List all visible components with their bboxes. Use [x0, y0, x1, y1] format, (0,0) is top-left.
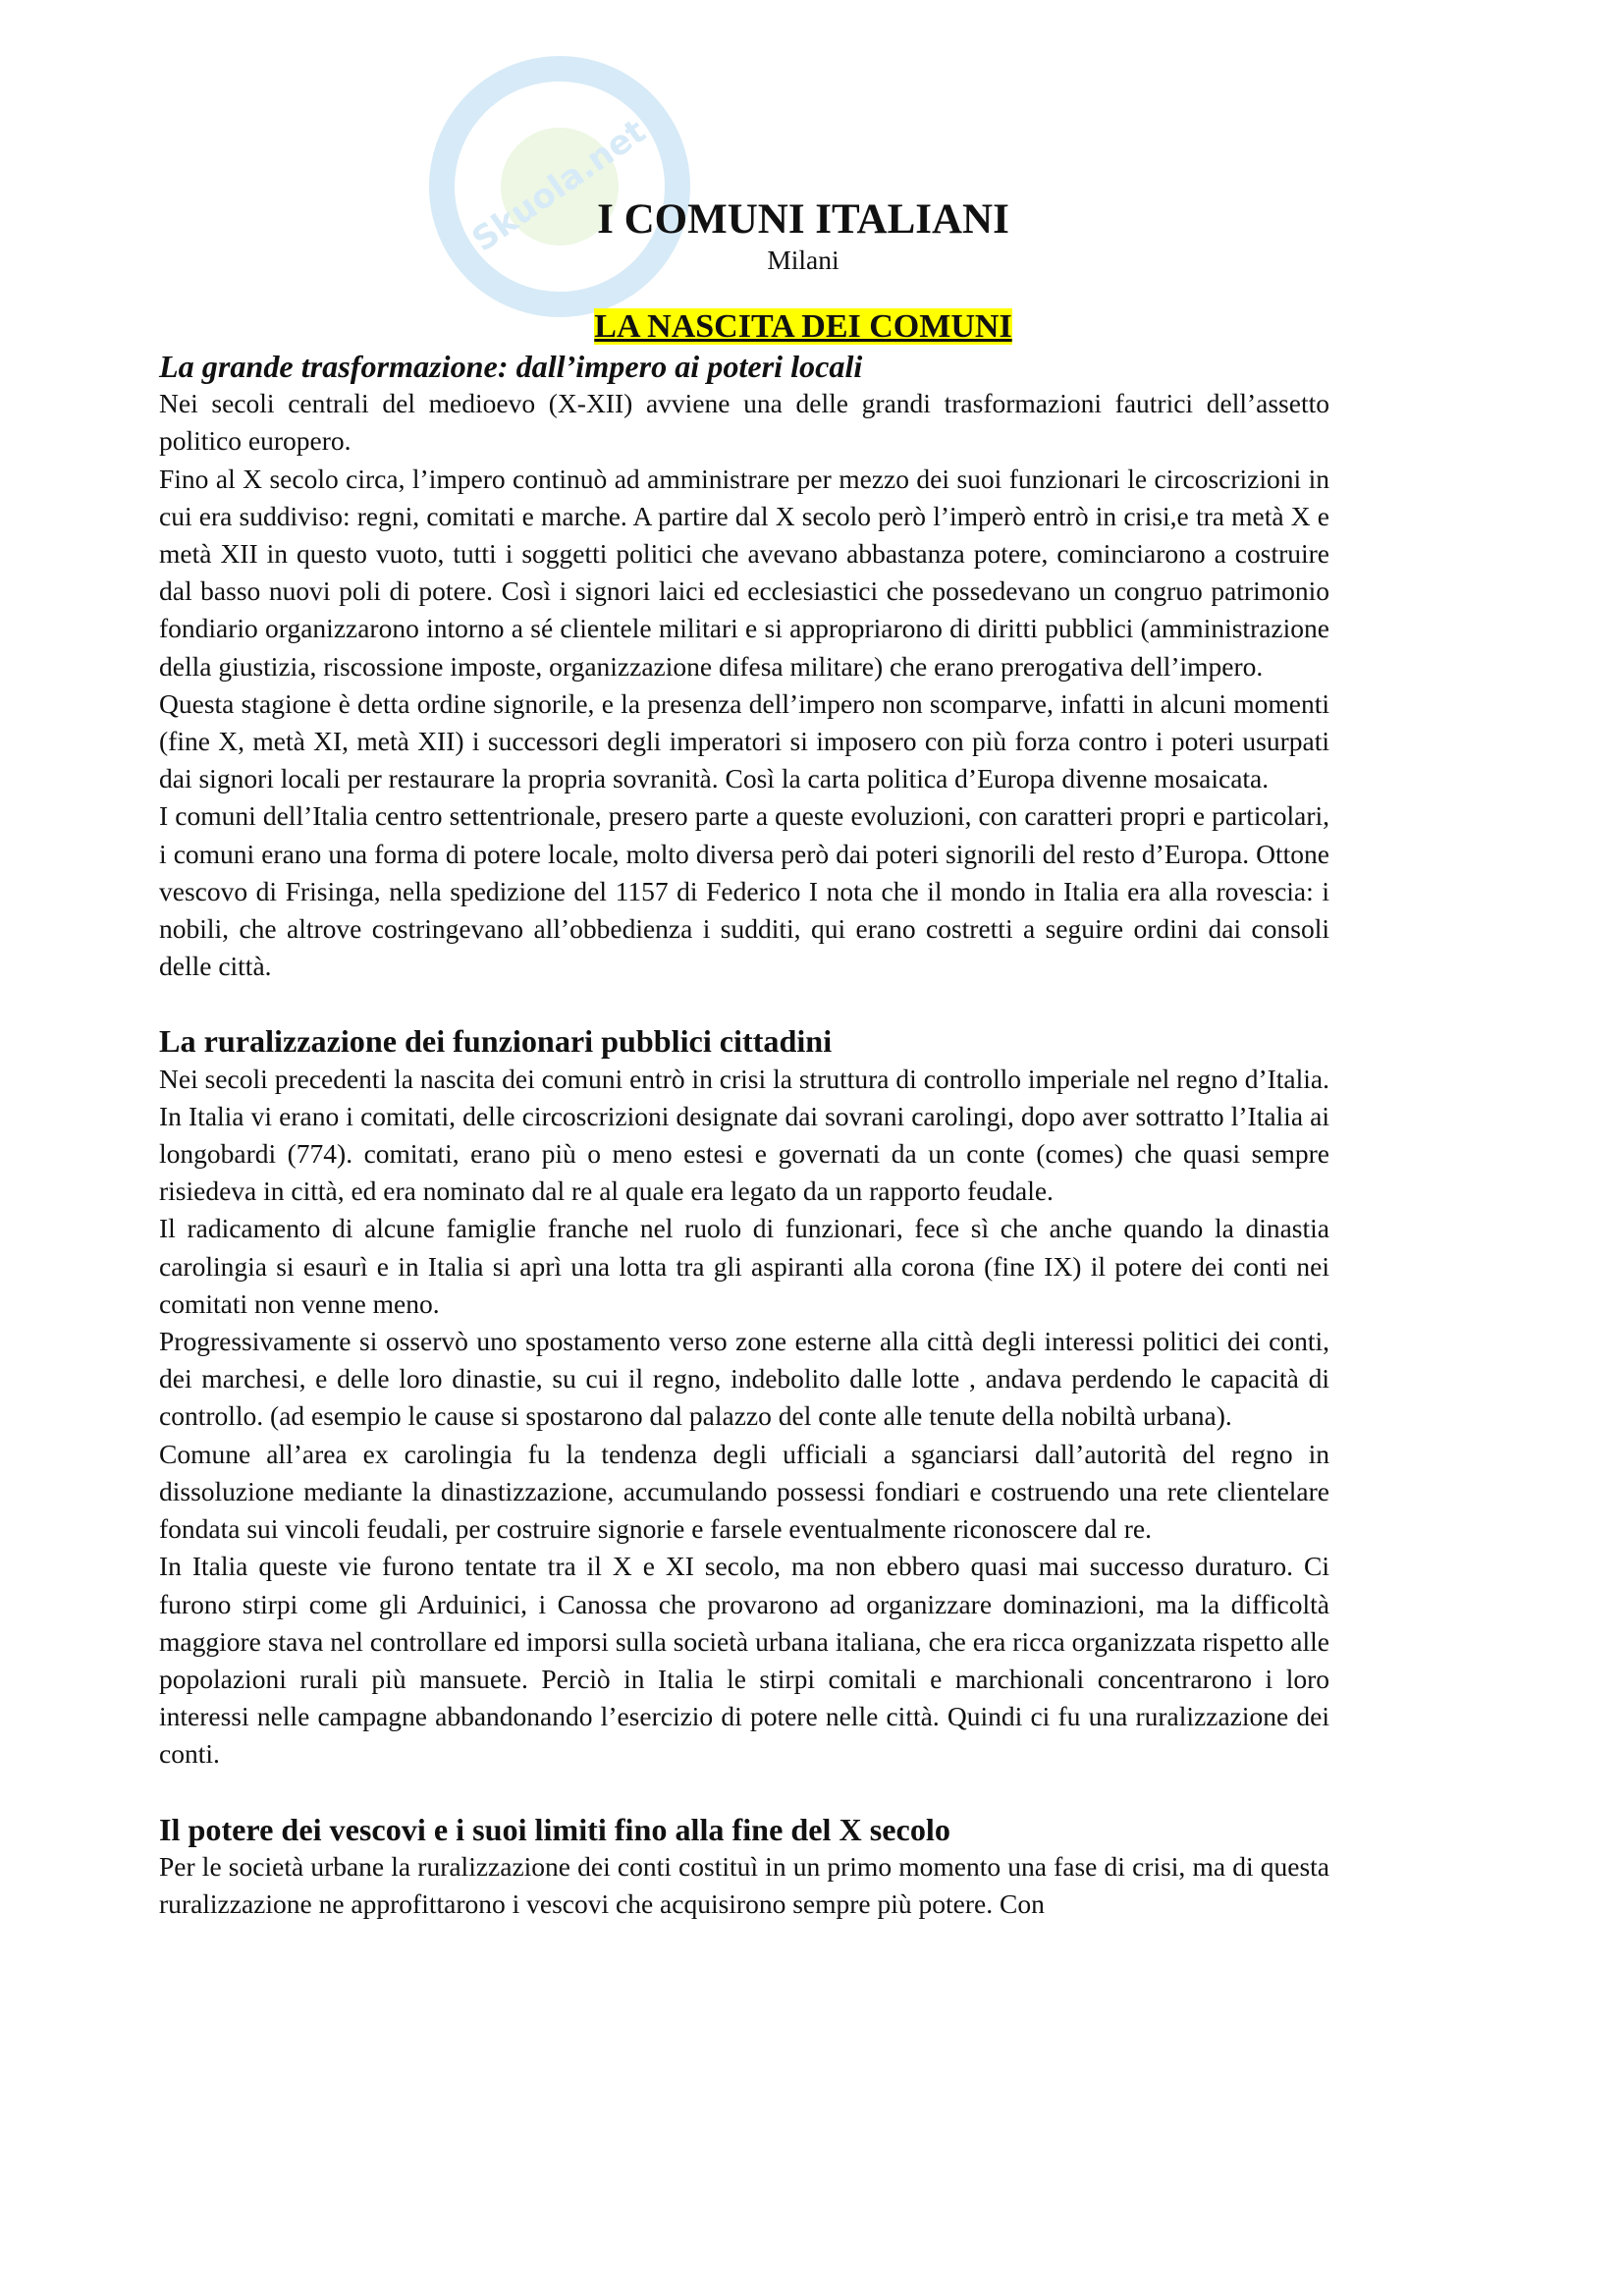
document-title: I COMUNI ITALIANI [597, 196, 1009, 243]
paragraph: Questa stagione è detta ordine signorile, e la presenza dell’impero non scomparve, infatti in alcuni momenti (fine X, metà XI, metà XII) i successori degli imperatori si imposero con più forza contro i poteri usurpati dai signori locali per restaurare la propria sovranità. Così la carta politica d’Europa divenne mosaicata. [159, 687, 1329, 794]
paragraph: In Italia queste vie furono tentate tra il X e XI secolo, ma non ebbero quasi mai successo duraturo. Ci furono stirpi come gli Arduinici, i Canossa che provarono ad organizzare dominazioni, ma la difficoltà maggiore stava nel controllare ed imporsi sulla società urbana italiana, che era ricca organizzata rispetto alle popolazioni rurali più mansuete. Perciò in Italia le stirpi comitali e marchionali concentrarono i loro interessi nelle campagne abbandonando l’esercizio di potere nelle città. Quindi ci fu una ruralizzazione dei conti. [159, 1551, 1329, 1770]
section-heading [159, 306, 1329, 348]
paragraph: I comuni dell’Italia centro settentrionale, presero parte a queste evoluzioni, con caratteri propri e particolari, i comuni erano una forma di potere locale, molto diversa però dai poteri signorili del resto d’Europa. Ottone vescovo di Frisinga, nella spedizione del 1157 di Federico I nota che il mondo in Italia era alla rovescia: i nobili, che altrove costringevano all’obbedienza i sudditi, qui erano costretti a seguire ordini dai consoli delle città. [159, 800, 1329, 982]
document-page [159, 196, 1329, 1923]
paragraph: Comune all’area ex carolingia fu la tendenza degli ufficiali a sganciarsi dall’autorità del regno in dissoluzione mediante la dinastizzazione, accumulando possessi fondiari e costruendo una rete clientelare fondata sui vincoli feudali, per costruire signorie e farsele eventualmente riconoscere dal re. [159, 1438, 1329, 1545]
subsection-heading: La ruralizzazione dei funzionari pubblici cittadini [159, 1023, 833, 1060]
document-author: Milani [767, 245, 839, 275]
spacer [159, 985, 1329, 1022]
paragraph: Progressivamente si osservò uno spostamento verso zone esterne alla città degli interessi politici dei conti, dei marchesi, e delle loro dinastie, su cui il regno, indebolito dalle lotte , andava perdendo le capacità di controllo. (ad esempio le cause si spostarono dal palazzo del conte alle tenute della nobiltà urbana). [159, 1326, 1329, 1432]
paragraph: Fino al X secolo circa, l’impero continuò ad amministrare per mezzo dei suoi funzionari le circoscrizioni in cui era suddiviso: regni, comitati e marche. A partire dal X secolo però l’imperò entrò in crisi,e tra metà X e metà XII in questo vuoto, tutti i soggetti politici che avevano abbastanza potere, cominciarono a costruire dal basso nuovi poli di potere. Così i signori laici ed ecclesiastici che possedevano un congruo patrimonio fondiario organizzarono intorno a sé clientele militari e si appropriarono di diritti pubblici (amministrazione della giustizia, riscossione imposte, organizzazione difesa militare) che erano prerogativa dell’impero. [159, 463, 1329, 682]
subsection-heading: Il potere dei vescovi e i suoi limiti fino alla fine del X secolo [159, 1811, 950, 1847]
subsection-heading: La grande trasformazione: dall’impero ai poteri locali [159, 349, 863, 384]
paragraph: Per le società urbane la ruralizzazione dei conti costituì in un primo momento una fase di crisi, ma di questa ruralizzazione ne approfittarono i vescovi che acquisirono sempre più potere. Con [159, 1850, 1329, 1919]
watermark-text: Skuola.net [464, 111, 654, 260]
spacer [159, 1774, 1329, 1811]
paragraph: Il radicamento di alcune famiglie franche nel ruolo di funzionari, fece sì che anche quando la dinastia carolingia si esaurì e in Italia si aprì una lotta tra gli aspiranti alla corona (fine IX) il potere dei conti nei comitati non venne meno. [159, 1213, 1329, 1319]
section-heading-text: LA NASCITA DEI COMUNI [594, 308, 1012, 345]
paragraph: Nei secoli centrali del medioevo (X-XII) avviene una delle grandi trasformazioni fautrici dell’assetto politico europero. [159, 388, 1329, 457]
paragraph: Nei secoli precedenti la nascita dei comuni entrò in crisi la struttura di controllo imperiale nel regno d’Italia. In Italia vi erano i comitati, delle circoscrizioni designate dai sovrani carolingi, dopo aver sottratto l’Italia ai longobardi (774). comitati, erano più o meno estesi e governati da un conte (comes) che quasi sempre risiedeva in città, ed era nominato dal re al quale era legato da un rapporto feudale. [159, 1063, 1329, 1207]
